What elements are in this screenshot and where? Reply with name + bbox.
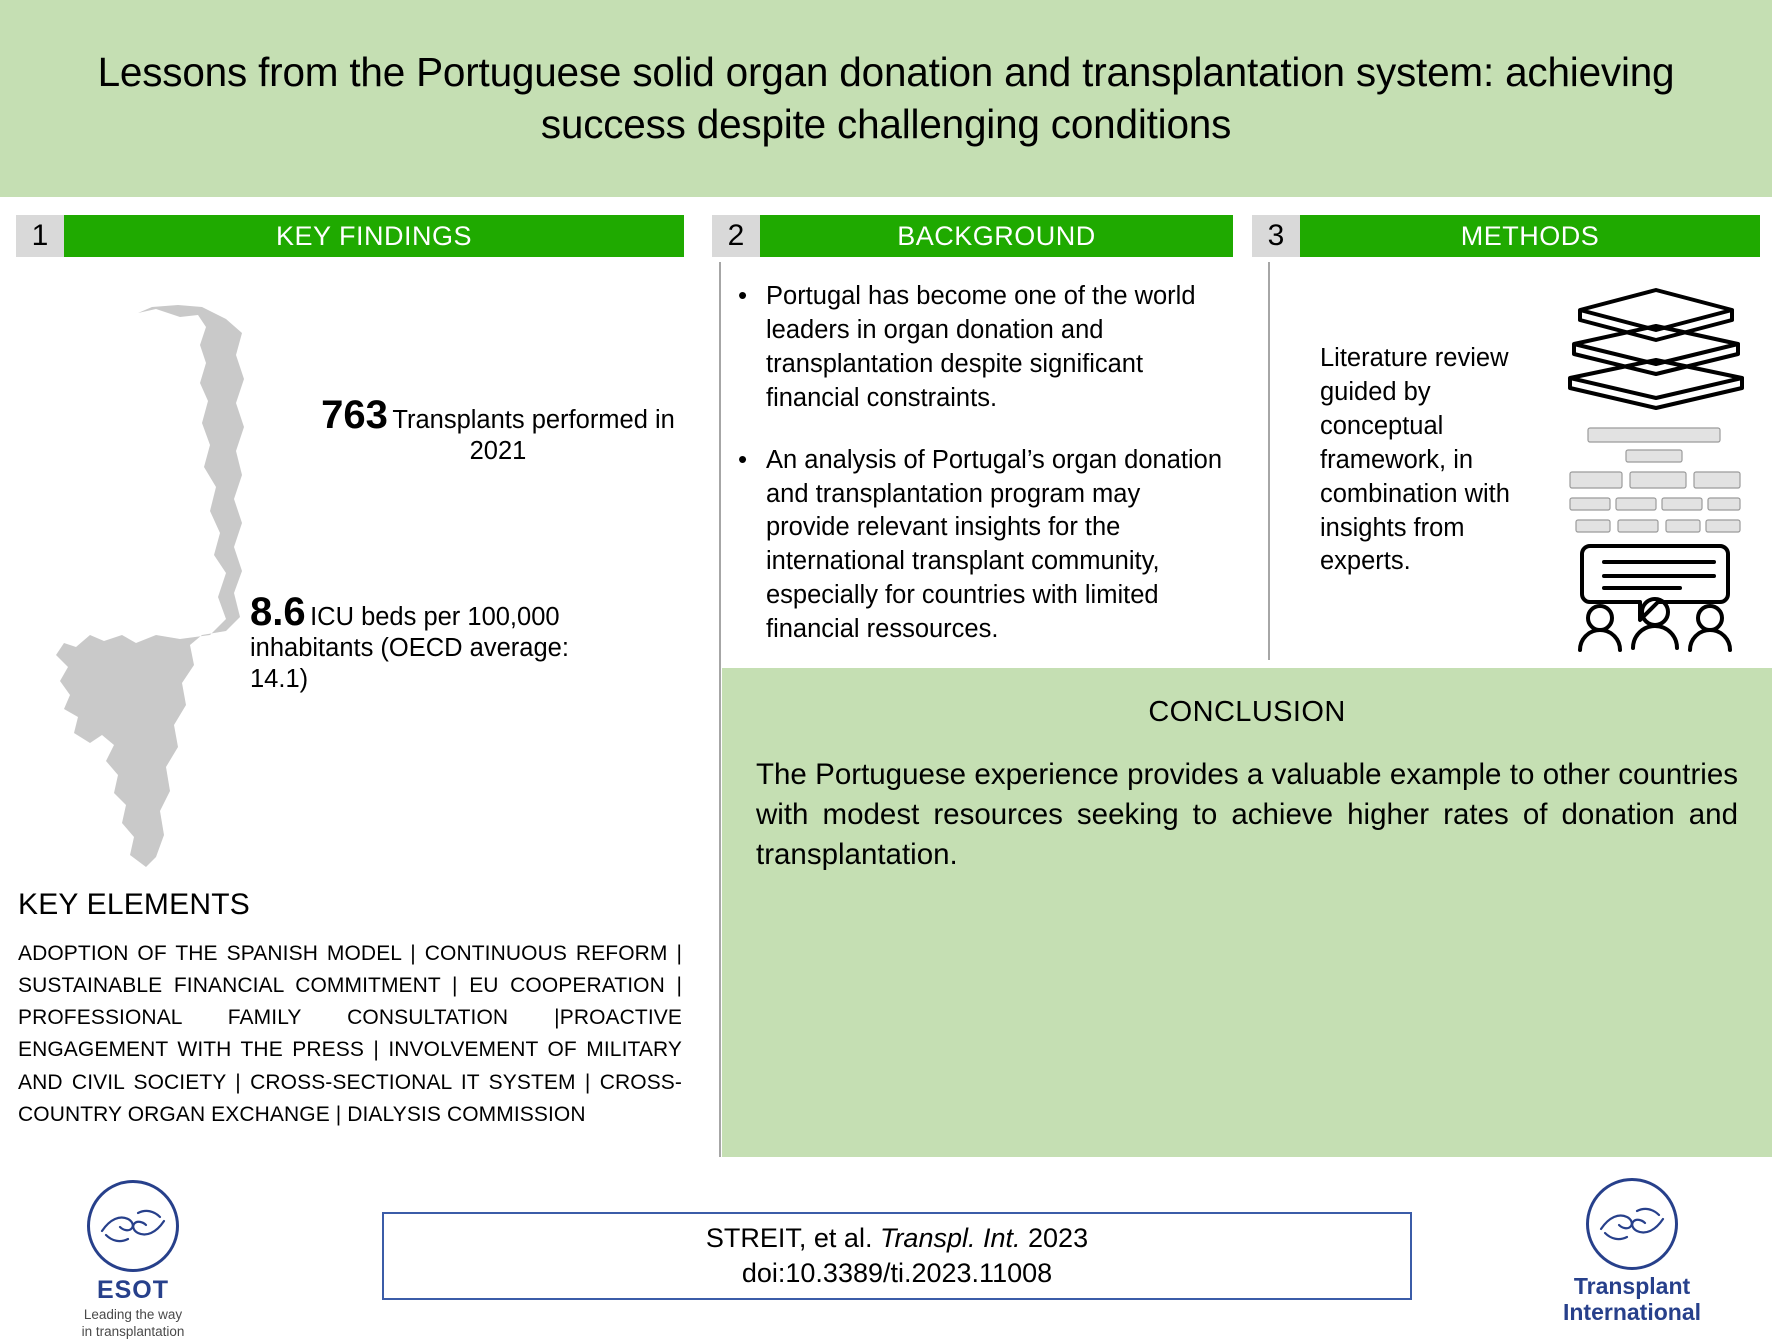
column-divider-2 [1268, 262, 1270, 660]
methods-icon-group [1560, 282, 1750, 652]
ti-hands-icon [1586, 1178, 1678, 1270]
conclusion-text: The Portuguese experience provides a valuable example to other countries with modest resources seeking to achieve higher rates of donation and transplantation. [756, 758, 1738, 871]
list-item: • An analysis of Portugal’s organ donation and transplantation program may provide relevant insights for the international transplant community, especially for countries with limited financial ressources. [730, 444, 1230, 647]
methods-text: Literature review guided by conceptual framework, in combination with insights from experts. [1320, 344, 1510, 576]
esot-tagline: Leading the way in transplantation [81, 1307, 185, 1339]
esot-name: ESOT [96, 1276, 170, 1304]
stat-icu-beds-label: ICU beds per 100,000 inhabitants (OECD average: 14.1) [250, 603, 569, 694]
flowchart-icon [1570, 428, 1740, 532]
stat-transplants [312, 395, 684, 467]
list-item: • Portugal has become one of the world leaders in organ donation and transplantation despite significant financial constraints. [730, 280, 1230, 416]
conclusion-panel [722, 668, 1772, 1157]
key-elements-title: KEY ELEMENTS [18, 888, 250, 921]
citation-line-1 [706, 1221, 1088, 1256]
page-title: Lessons from the Portuguese solid organ donation and transplantation system: achieving success despite challenging conditions [97, 48, 1675, 147]
citation-year: 2023 [1020, 1223, 1089, 1254]
section-number-1: 1 [16, 215, 64, 257]
stat-icu-beds [250, 592, 580, 695]
section-title-methods: METHODS [1300, 215, 1760, 257]
section-header-methods [1252, 215, 1760, 257]
section-number-2: 2 [712, 215, 760, 257]
key-elements-body: ADOPTION OF THE SPANISH MODEL | CONTINUOUS REFORM | SUSTAINABLE FINANCIAL COMMITMENT | EU COOPERATION | PROFESSIONAL FAMILY CONSULTATION |PROACTIVE ENGAGEMENT WITH THE PRESS | INVOLVEMENT OF MILITARY AND CIVIL SOCIETY | CROSS-SECTIONAL IT SYSTEM | CROSS-COUNTRY ORGAN EXCHANGE | DIALYSIS COMMISSION [18, 942, 682, 1126]
ti-name [1512, 1274, 1752, 1326]
background-bullet-list [730, 280, 1230, 675]
section-number-3: 3 [1252, 215, 1300, 257]
citation-box [382, 1212, 1412, 1300]
books-icon [1570, 290, 1742, 408]
ti-name-line2: International [1562, 1298, 1701, 1325]
title-band [0, 0, 1772, 197]
section-header-background [712, 215, 1233, 257]
column-divider-1 [719, 262, 721, 1157]
speech-bubble-icon [1582, 546, 1728, 620]
stat-transplants-label: Transplants performed in 2021 [392, 406, 675, 466]
conclusion-title: CONCLUSION [1148, 696, 1346, 728]
section-title-key-findings: KEY FINDINGS [64, 215, 684, 257]
stat-transplants-value: 763 [321, 393, 388, 437]
citation-journal: Transpl. Int. [879, 1223, 1021, 1254]
stat-icu-beds-value: 8.6 [250, 590, 306, 634]
section-title-background: BACKGROUND [760, 215, 1233, 257]
citation-doi: doi:10.3389/ti.2023.11008 [741, 1258, 1053, 1288]
ti-name-line1: Transplant [1573, 1273, 1691, 1299]
citation-authors: STREIT, et al. [705, 1223, 880, 1254]
esot-hands-icon [87, 1180, 179, 1272]
esot-logo [28, 1180, 238, 1339]
section-header-key-findings [16, 215, 684, 257]
transplant-international-logo [1512, 1178, 1752, 1323]
